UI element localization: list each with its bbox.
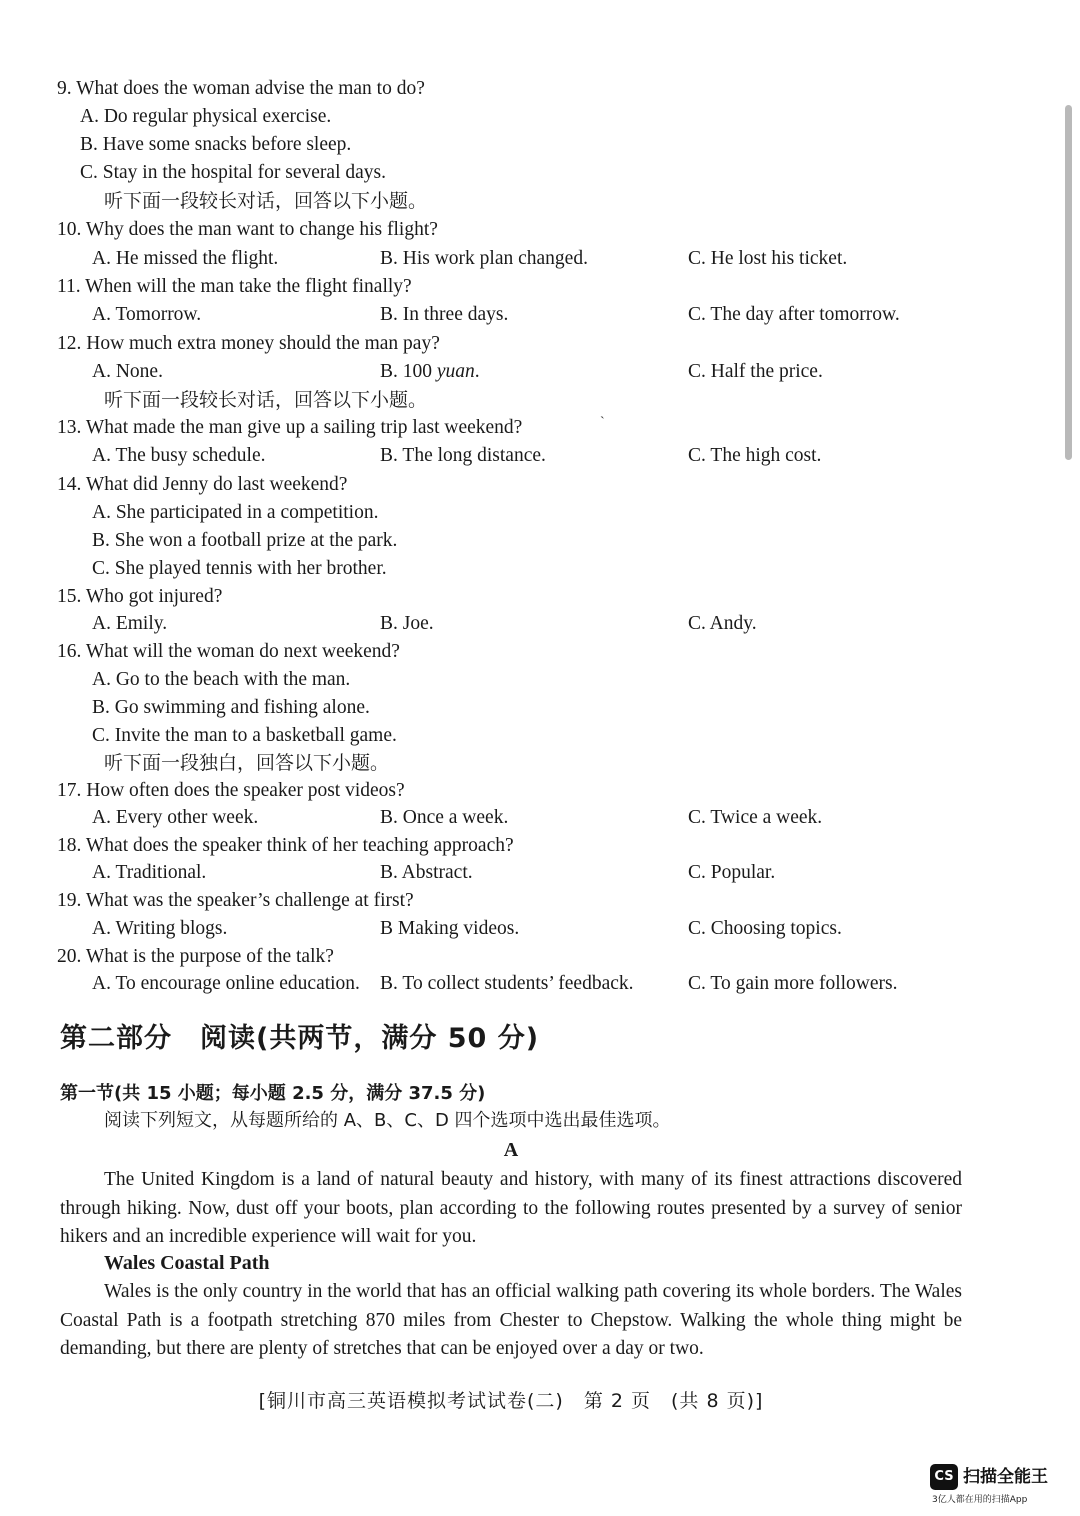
question-stem: 19. What was the speaker’s challenge at first? <box>57 890 414 911</box>
logo-name: 扫描全能王 <box>963 1467 1048 1487</box>
passage-letter: A <box>503 1139 519 1161</box>
passage-intro: The United Kingdom is a land of natural beauty and history, with many of its finest attractions discovered through hiking. Now, dust off your boots, plan according to the following routes presented by a survey of senior hikers and an incredible experience will wait for you. <box>60 1169 962 1247</box>
option: A. Tomorrow. <box>92 304 202 325</box>
option: C. The high cost. <box>688 445 822 466</box>
option: B. The long distance. <box>380 445 546 466</box>
option: C. Twice a week. <box>688 807 823 828</box>
option: A. Do regular physical exercise. <box>80 106 332 127</box>
option: B. To collect students’ feedback. <box>380 973 634 994</box>
question-stem: 16. What will the woman do next weekend? <box>57 641 400 662</box>
listening-instruction: 听下面一段较长对话，回答以下小题。 <box>104 190 428 212</box>
question-stem: 12. How much extra money should the man pay? <box>57 333 440 354</box>
option: B. Abstract. <box>380 862 473 883</box>
option: B. In three days. <box>380 304 509 325</box>
section-subtitle: 第一节(共 15 小题；每小题 2.5 分，满分 37.5 分) <box>60 1083 486 1104</box>
question-stem: 17. How often does the speaker post videos? <box>57 780 405 801</box>
cs-logo-icon: CS <box>930 1464 958 1490</box>
question-stem: 15. Who got injured? <box>57 586 223 607</box>
question-stem: 9. What does the woman advise the man to do? <box>57 78 425 99</box>
option: C. The day after tomorrow. <box>688 304 900 325</box>
route-heading: Wales Coastal Path <box>104 1252 270 1274</box>
route-text: Wales is the only country in the world that has an official walking path covering its whole borders. The Wales Coastal Path is a footpath stretching 870 miles from Chester to Chepstow. Walking the whole thing might be demanding, but there are plenty of stretches that can be enjoyed over a day or two. <box>60 1281 962 1359</box>
pen-mark: ˋ <box>600 415 605 430</box>
question-stem: 13. What made the man give up a sailing trip last weekend? <box>57 417 523 438</box>
reading-instruction: 阅读下列短文，从每题所给的 A、B、C、D 四个选项中选出最佳选项。 <box>104 1110 671 1131</box>
option: B. Have some snacks before sleep. <box>80 134 352 155</box>
option: C. He lost his ticket. <box>688 248 848 269</box>
option: C. Stay in the hospital for several days. <box>80 162 386 183</box>
option: A. Emily. <box>92 613 168 634</box>
option: A. None. <box>92 361 163 382</box>
option: C. She played tennis with her brother. <box>92 558 387 579</box>
option: A. Traditional. <box>92 862 207 883</box>
scanner-app-logo <box>930 1464 1070 1510</box>
option: C. To gain more followers. <box>688 973 898 994</box>
page-footer: [铜川市高三英语模拟考试试卷(二) 第 2 页 (共 8 页)] <box>258 1390 764 1412</box>
listening-instruction: 听下面一段较长对话，回答以下小题。 <box>104 389 428 411</box>
option: A. Writing blogs. <box>92 918 228 939</box>
question-stem: 11. When will the man take the flight finally? <box>57 276 412 297</box>
option: A. Go to the beach with the man. <box>92 669 351 690</box>
option: A. To encourage online education. <box>92 973 360 994</box>
option: B. Go swimming and fishing alone. <box>92 697 370 718</box>
option: B. She won a football prize at the park. <box>92 530 398 551</box>
option: B. His work plan changed. <box>380 248 588 269</box>
scrollbar-thumb[interactable] <box>1065 105 1072 460</box>
question-stem: 20. What is the purpose of the talk? <box>57 946 334 967</box>
option: A. She participated in a competition. <box>92 502 379 523</box>
part-title: 第二部分 阅读(共两节，满分 50 分) <box>60 1023 540 1054</box>
logo-tagline: 3亿人都在用的扫描App <box>932 1495 1028 1505</box>
option: C. Choosing topics. <box>688 918 842 939</box>
option-b-yuan: B. 100 yuan. <box>380 361 480 382</box>
listening-instruction: 听下面一段独白，回答以下小题。 <box>104 752 390 774</box>
option: C. Andy. <box>688 613 757 634</box>
question-stem: 14. What did Jenny do last weekend? <box>57 474 348 495</box>
option: A. Every other week. <box>92 807 259 828</box>
option: A. He missed the flight. <box>92 248 279 269</box>
yuan-italic: yuan <box>436 361 475 382</box>
option: A. The busy schedule. <box>92 445 266 466</box>
option: C. Popular. <box>688 862 776 883</box>
option: B. Joe. <box>380 613 434 634</box>
question-stem: 18. What does the speaker think of her teaching approach? <box>57 835 514 856</box>
option: C. Invite the man to a basketball game. <box>92 725 397 746</box>
option: B Making videos. <box>380 918 520 939</box>
option: B. Once a week. <box>380 807 509 828</box>
question-stem: 10. Why does the man want to change his flight? <box>57 219 438 240</box>
option: C. Half the price. <box>688 361 823 382</box>
